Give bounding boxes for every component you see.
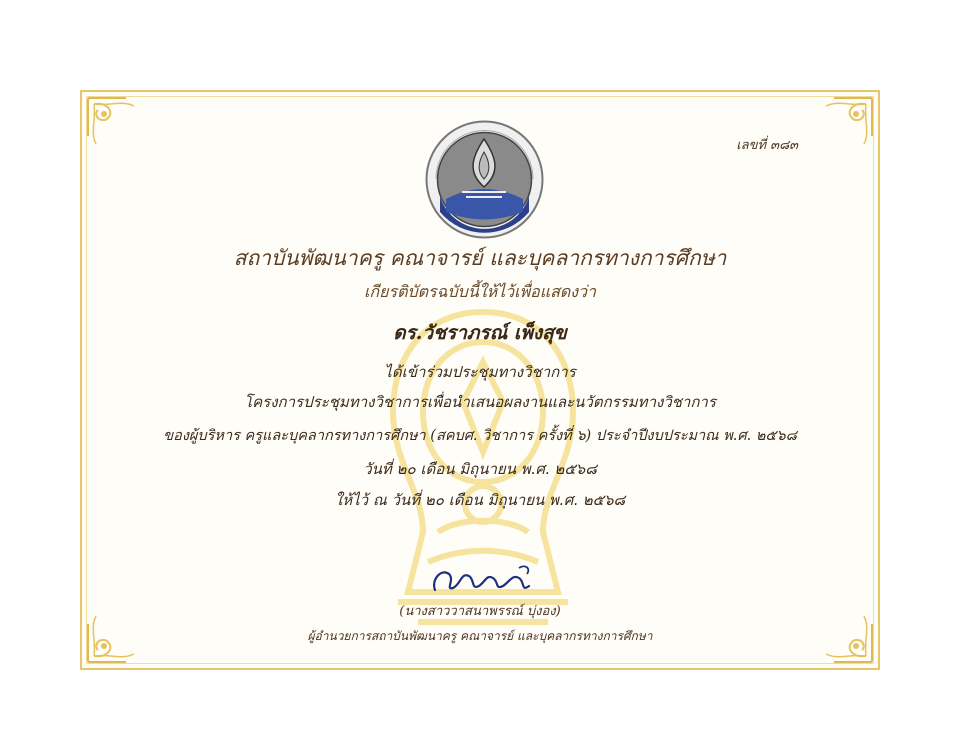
given-statement: เกียรติบัตรฉบับนี้ให้ไว้เพื่อแสดงว่า <box>363 282 597 301</box>
certificate-number: เลขที่ ๓๘๓ <box>736 138 798 153</box>
issue-date: ให้ไว้ ณ วันที่ ๒๐ เดือน มิถุนายน พ.ศ. ๒๕๖๘ <box>334 491 626 509</box>
project-detail: ของผู้บริหาร ครูและบุคลากรทางการศึกษา (สคบศ. วิชาการ ครั้งที่ ๖) ประจำปีงบประมาณ พ.ศ. ๒๕๖๘ <box>163 428 797 444</box>
attendance-statement: ได้เข้าร่วมประชุมทางวิชาการ <box>384 363 576 381</box>
recipient-name: ดร.วัชราภรณ์ เพ็งสุข <box>393 322 567 344</box>
institute-logo <box>422 117 547 242</box>
project-title: โครงการประชุมทางวิชาการเพื่อนำเสนอผลงานและนวัตกรรมทางวิชาการ <box>244 393 716 411</box>
corner-ornament-icon <box>82 92 152 162</box>
certificate <box>80 90 880 670</box>
signer-position: ผู้อำนวยการสถาบันพัฒนาครู คณาจารย์ และบุคลากรทางการศึกษา <box>307 629 653 643</box>
corner-ornament-icon <box>808 92 878 162</box>
event-date: วันที่ ๒๐ เดือน มิถุนายน พ.ศ. ๒๕๖๘ <box>363 460 597 478</box>
organization-name: สถาบันพัฒนาครู คณาจารย์ และบุคลากรทางการศึกษา <box>233 246 727 270</box>
signer-name: (นางสาววาสนาพรรณ์ บุ่งอง) <box>399 604 561 619</box>
signature <box>427 560 537 600</box>
